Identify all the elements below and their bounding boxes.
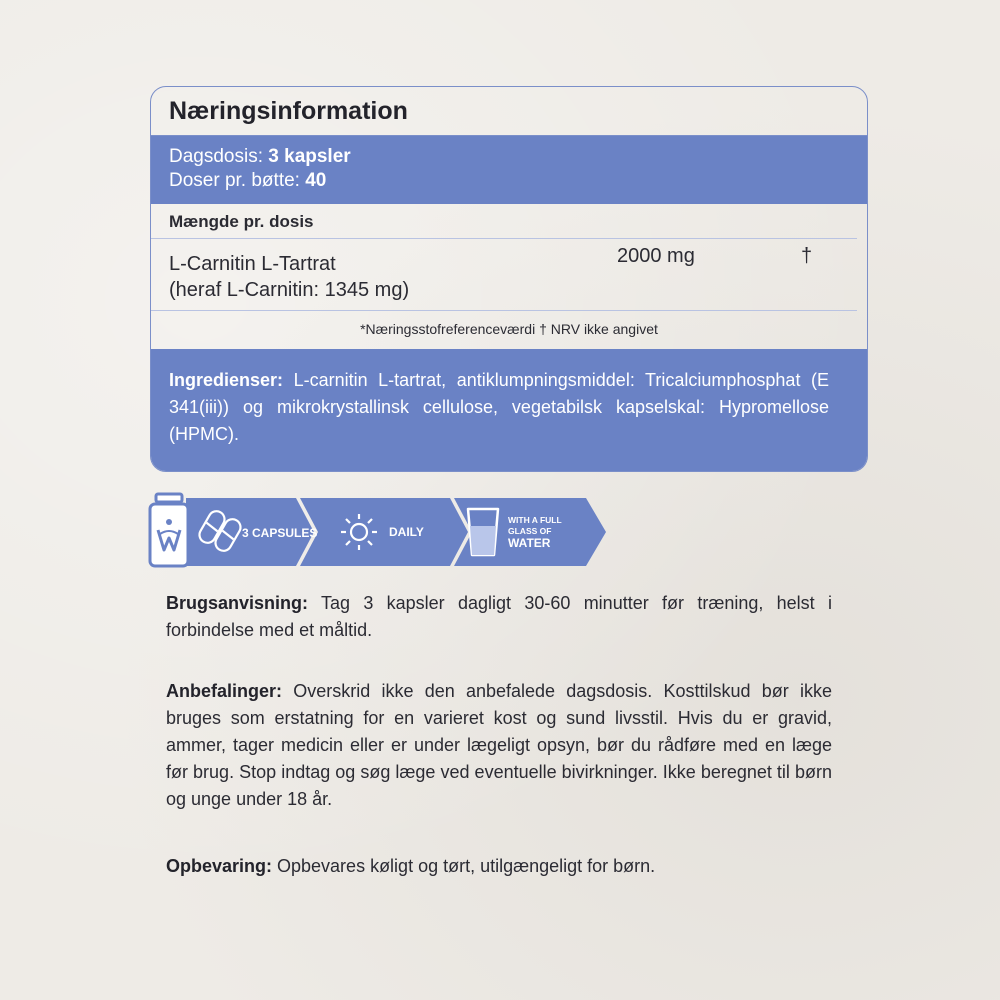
- ingredient-mark: †: [801, 245, 813, 267]
- usage-instructions: [166, 590, 832, 644]
- doses-per-tub: [169, 169, 867, 193]
- ingredient-name: [169, 251, 409, 303]
- daily-dose: [169, 145, 867, 169]
- ingredient-row: [151, 239, 857, 311]
- water-label-line2: GLASS OF: [508, 526, 552, 536]
- storage-text: Opbevares køligt og tørt, utilgængeligt for børn.: [272, 856, 656, 876]
- footnote: *Næringsstofreferenceværdi † NRV ikke angivet: [360, 321, 658, 337]
- recommendations-label: Anbefalinger:: [166, 681, 283, 701]
- water-label-line1: WITH A FULL: [508, 515, 562, 525]
- storage: [166, 853, 832, 880]
- doses-value: 40: [305, 170, 327, 191]
- recommendations: [166, 678, 832, 813]
- doses-label: Doser pr. bøtte:: [169, 170, 306, 191]
- amount-header: Mængde pr. dosis: [151, 204, 857, 239]
- daily-dose-label: Dagsdosis:: [169, 146, 269, 167]
- capsules-label: 3 CAPSULES: [242, 526, 318, 540]
- dose-band: [151, 136, 867, 204]
- ingredients-label: Ingredienser:: [169, 370, 284, 390]
- water-label-line3: WATER: [508, 536, 551, 550]
- usage-text: Tag 3 kapsler dagligt 30-60 minutter før træning, helst i forbindelse med et måltid.: [166, 593, 832, 640]
- ingredient-line2: (heraf L-Carnitin: 1345 mg): [169, 279, 410, 301]
- storage-label: Opbevaring:: [166, 856, 273, 876]
- daily-label: DAILY: [389, 525, 424, 539]
- ingredient-amount: 2000 mg: [617, 245, 695, 267]
- usage-label: Brugsanvisning:: [166, 593, 309, 613]
- ingredients-band: [151, 349, 867, 471]
- nutrition-panel: [150, 86, 868, 472]
- ingredients-text: L-carnitin L-tartrat, antiklumpningsmiddel: Tricalciumphosphat (E 341(iii)) og mikrokrystallinsk cellulose, vegetabilsk kapselskal: Hypromellose (HPMC).: [169, 370, 829, 444]
- usage-ribbon: [146, 492, 616, 572]
- ribbon-segment-daily: [300, 498, 468, 566]
- panel-title: Næringsinformation: [151, 87, 867, 136]
- recommendations-text: Overskrid ikke den anbefalede dagsdosis. Kosttilskud bør ikke bruges som erstatning for en varieret kost og sund livsstil. Hvis du er gravid, ammer, tager medicin eller er under lægeligt opsyn, bør du rådføre med en læge før brug. Stop indtag og søg læge ved eventuelle bivirkninger. Ikke beregnet til børn og unge under 18 år.: [166, 681, 832, 809]
- ingredient-line1: L-Carnitin L-Tartrat: [169, 253, 336, 275]
- bottle-logo-icon: [150, 494, 188, 566]
- daily-dose-value: 3 kapsler: [268, 146, 351, 167]
